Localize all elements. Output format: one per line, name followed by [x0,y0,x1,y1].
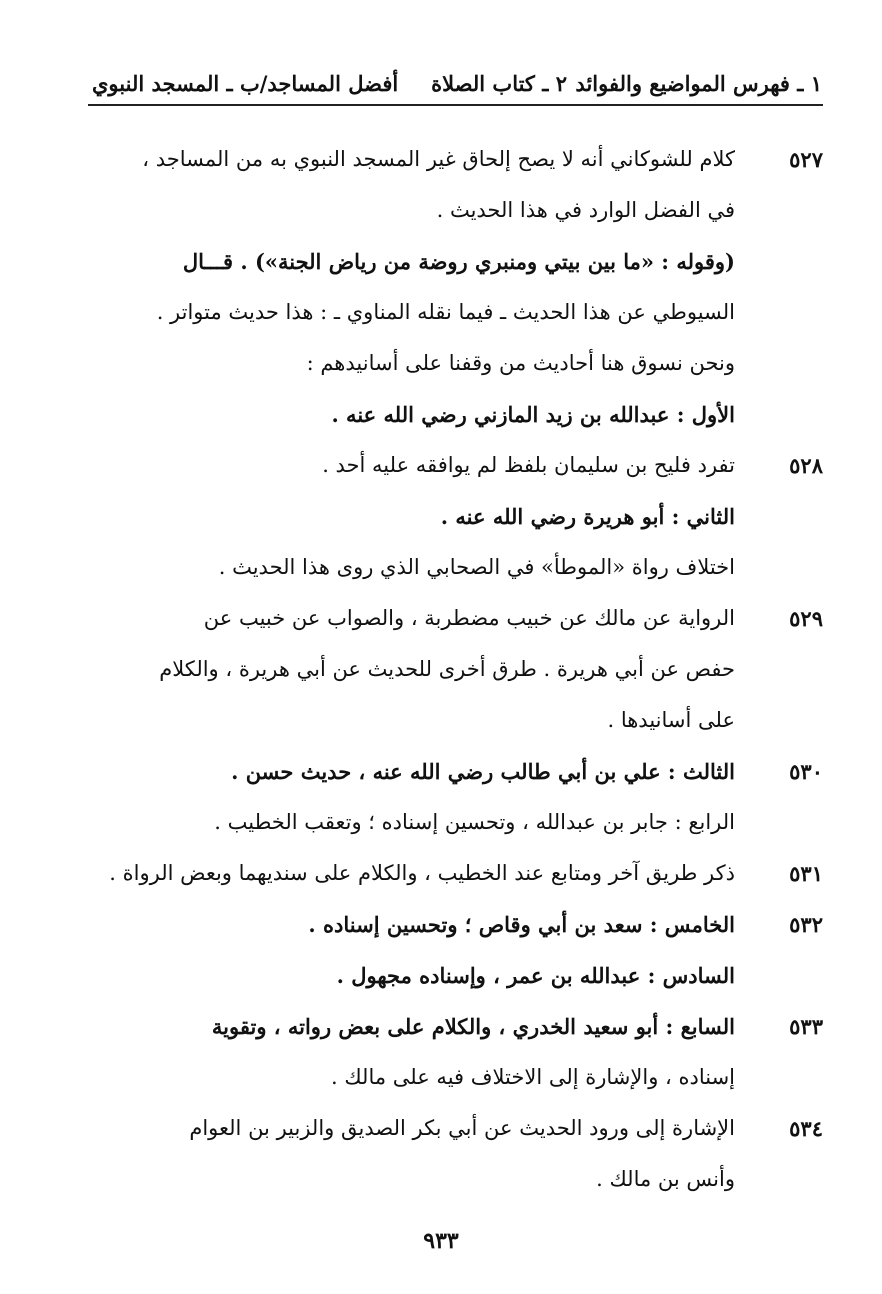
entry-line: الرابع : جابر بن عبدالله ، وتحسين إسناده ؛ وتعقب الخطيب . [214,810,735,834]
entry-line: ونحن نسوق هنا أحاديث من وقفنا على أسانيدهم : [306,351,735,375]
entry-line: تفرد فليح بن سليمان بلفظ لم يوافقه عليه أحد . [322,453,735,477]
entry-line: إسناده ، والإشارة إلى الاختلاف فيه على مالك . [331,1065,735,1089]
entry-number: ٥٢٩ [789,606,823,631]
entry-number: ٥٣٤ [789,1116,823,1141]
entry-line: (وقوله : «ما بين بيتي ومنبري روضة من رياض الجنة») . قـــال [182,249,735,274]
entry-line: حفص عن أبي هريرة . طرق أخرى للحديث عن أبي هريرة ، والكلام [159,657,735,681]
entry-line: الأول : عبدالله بن زيد المازني رضي الله عنه . [331,402,735,427]
index-entry [105,1103,835,1205]
entry-line: الإشارة إلى ورود الحديث عن أبي بكر الصديق والزبير بن العوام [189,1116,735,1140]
entry-number: ٥٣٢ [789,912,823,937]
index-entry [105,134,835,440]
running-header [92,66,822,102]
entry-line: السابع : أبو سعيد الخدري ، والكلام على بعض رواته ، وتقوية [211,1014,735,1039]
index-entry [105,899,835,1001]
entry-line: في الفضل الوارد في هذا الحديث . [436,198,735,222]
page-number: ٩٣٣ [423,1228,459,1254]
entry-line: الثالث : علي بن أبي طالب رضي الله عنه ، حديث حسن . [231,759,735,784]
index-entry [105,746,835,848]
entry-line: الثاني : أبو هريرة رضي الله عنه . [440,504,735,529]
index-entry [105,593,835,746]
entry-number: ٥٢٧ [789,147,823,172]
header-divider [88,104,823,106]
entry-number: ٥٣٣ [789,1014,823,1039]
entry-number: ٥٣١ [789,861,823,886]
index-entry [105,440,835,593]
entry-line: السادس : عبدالله بن عمر ، وإسناده مجهول . [336,963,735,988]
index-entry [105,848,835,899]
entry-number: ٥٢٨ [789,453,823,478]
entry-number: ٥٣٠ [789,759,823,784]
entry-line: ذكر طريق آخر ومتابع عند الخطيب ، والكلام على سنديهما وبعض الرواة . [109,861,735,885]
entry-line: على أسانيدها . [607,708,735,732]
header-section-title: أفضل المساجد/ب ـ المسجد النبوي [92,71,399,96]
header-book-title: ٢ ـ كتاب الصلاة [431,71,567,96]
entry-line: السيوطي عن هذا الحديث ـ فيما نقله المناوي ـ : هذا حديث متواتر . [156,300,735,324]
entry-line: اختلاف رواة «الموطأ» في الصحابي الذي روى هذا الحديث . [218,555,735,579]
entry-line: الخامس : سعد بن أبي وقاص ؛ وتحسين إسناده . [308,912,735,937]
entry-line: الرواية عن مالك عن خبيب مضطربة ، والصواب عن خبيب عن [203,606,735,630]
entry-line: كلام للشوكاني أنه لا يصح إلحاق غير المسجد النبوي به من المساجد ، [142,147,735,171]
header-index-title: ١ ـ فهرس المواضيع والفوائد [575,71,822,96]
index-entries [105,134,835,1205]
entry-line: وأنس بن مالك . [596,1167,735,1191]
index-entry [105,1001,835,1103]
